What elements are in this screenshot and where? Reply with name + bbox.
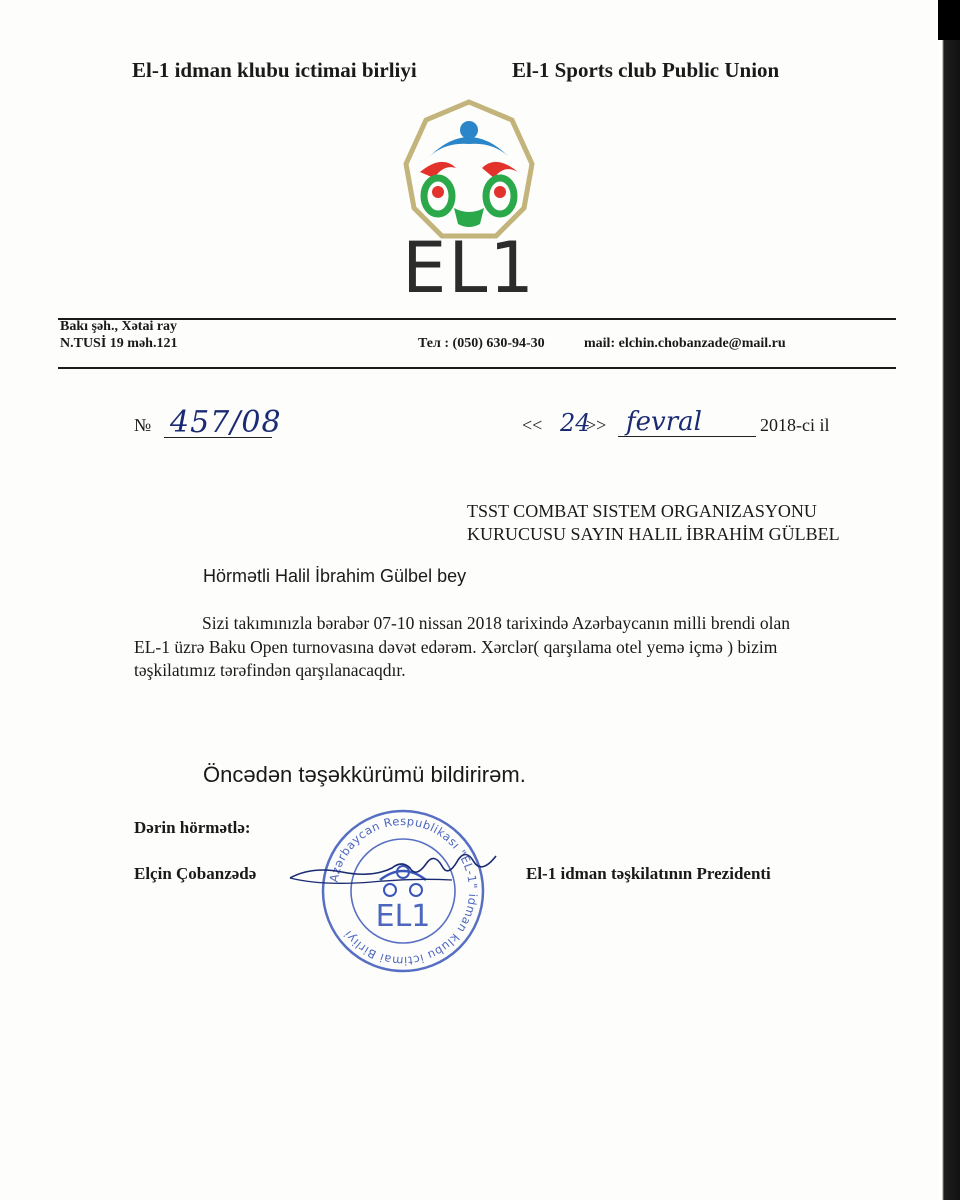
reference-prefix: № <box>134 415 152 435</box>
reference-number: 457/08 <box>170 405 282 440</box>
date-underline <box>618 436 756 437</box>
date-close-bracket: >> <box>586 415 607 435</box>
thanks-line: Öncədən təşəkkürümü bildirirəm. <box>203 762 526 787</box>
recipient-block <box>467 500 840 546</box>
stamp-logo-text: EL1 <box>375 899 431 934</box>
body-line-1: Sizi takımınızla bərabər 07-10 nissan 2018 tarixində Azərbaycanın milli brendi olan <box>202 613 791 633</box>
salutation: Hörmətli Halil İbrahim Gülbel bey <box>203 566 467 586</box>
closing-phrase: Dərin hörmətlə: <box>134 818 251 837</box>
address-line-2: N.TUSİ 19 məh.121 <box>60 336 178 351</box>
signer-name: Elçin Çobanzədə <box>134 864 257 883</box>
phone-number: Тел : (050) 630-94-30 <box>418 336 545 351</box>
org-name-az: El-1 idman klubu ictimai birliyi <box>132 58 417 82</box>
body-line-3: təşkilatımız tərəfindən qarşılanacaqdır. <box>134 660 406 680</box>
logo-wordmark: EL1 <box>402 227 536 298</box>
scan-edge <box>938 0 960 1200</box>
org-name-en: El-1 Sports club Public Union <box>512 58 780 82</box>
handwritten-signature <box>282 838 512 898</box>
letter-body <box>134 612 834 683</box>
el1-logo <box>394 98 544 298</box>
scan-edge-corner <box>938 0 960 40</box>
recipient-line-1: TSST COMBAT SISTEM ORGANIZASYONU <box>467 501 817 521</box>
date-month: fevral <box>626 407 702 437</box>
date-open-bracket: << <box>522 415 543 435</box>
date-day: 24 <box>560 409 591 437</box>
signer-title: El-1 idman təşkilatının Prezidenti <box>526 864 771 883</box>
header-rule-top <box>58 318 896 320</box>
stamp-ring-text: Azərbaycan Respublikası "EL-1" idman klubu ictimai Birliyi <box>326 813 481 969</box>
reference-underline <box>164 437 272 438</box>
date-year: 2018-ci il <box>760 415 830 435</box>
body-line-2: EL-1 üzrə Baku Open turnovasına dəvət edərəm. Xərclər( qarşılama otel yemə içmə ) bizim <box>134 636 778 657</box>
recipient-line-2: KURUCUSU SAYIN HALIL İBRAHİM GÜLBEL <box>467 524 840 544</box>
email-address: mail: elchin.chobanzade@mail.ru <box>584 336 786 351</box>
address-line-1: Bakı şəh., Xətai ray <box>60 319 178 334</box>
logo-head <box>460 121 478 139</box>
header-rule-bottom <box>58 367 896 369</box>
logo-blue-arc <box>430 137 508 156</box>
